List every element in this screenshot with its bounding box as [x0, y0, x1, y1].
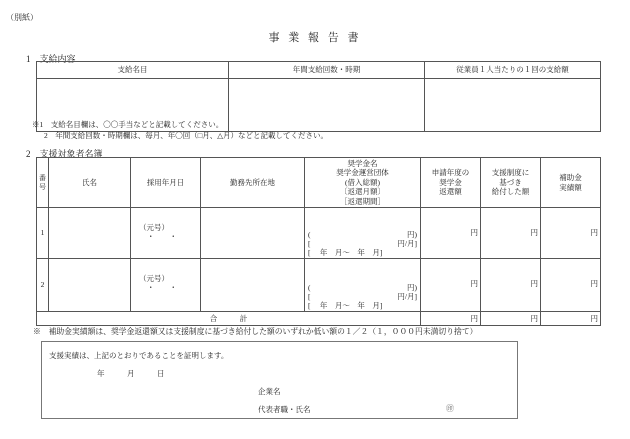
hire-date-input[interactable] — [131, 208, 201, 259]
col-no: 番号 — [37, 158, 49, 208]
text: [ — [308, 292, 311, 301]
name-input[interactable] — [49, 208, 131, 259]
text: 円/月] — [397, 292, 417, 301]
hire-date-input[interactable] — [131, 259, 201, 312]
text: 申請年度の — [431, 168, 470, 178]
seal-icon: ㊞ — [446, 404, 454, 413]
text: 奨学金名 — [347, 159, 378, 169]
workplace-input[interactable] — [201, 259, 305, 312]
col-hire-date: 採用年月日 — [131, 158, 201, 208]
subsidy-input[interactable]: 円 — [541, 208, 601, 259]
total-repay[interactable]: 円 — [421, 312, 481, 326]
total-paid[interactable]: 円 — [481, 312, 541, 326]
section2-heading: 2 支援対象者名簿 — [26, 149, 103, 159]
total-label: 合 計 — [37, 312, 421, 326]
col-paid — [481, 158, 541, 208]
page-title: 事 業 報 告 書 — [268, 32, 362, 44]
date-dots: ・ ・ — [147, 283, 177, 293]
text: 支援制度に — [491, 168, 530, 178]
table-row — [37, 259, 601, 312]
col-repay — [421, 158, 481, 208]
text: 〔返還月額〕 — [340, 187, 385, 197]
attachment-label: （別紙） — [6, 13, 38, 22]
col-subsidy — [541, 158, 601, 208]
repay-input[interactable]: 円 — [421, 208, 481, 259]
col-scholarship — [305, 158, 421, 208]
text: 実績額 — [559, 182, 582, 192]
note-2: 2 年間支給回数・時期欄は、毎月、年〇回（□月、△月）などと記載してください。 — [44, 131, 329, 140]
text: 返還額 — [439, 187, 462, 197]
text: [ 年 月～ 年 月] — [308, 248, 383, 257]
repay-input[interactable]: 円 — [421, 259, 481, 312]
era-label: （元号） — [139, 274, 169, 283]
col-amount: 従業員１人当たりの１回の支給額 — [425, 62, 601, 79]
footnote: ※ 補助金実績額は、奨学金返還額又は支援制度に基づき給付した額のいずれか低い額の１／２（１，０００円未満切り捨て） — [33, 327, 478, 336]
text: 円) — [407, 230, 417, 239]
frequency-input[interactable] — [229, 79, 425, 132]
table-row — [37, 208, 601, 259]
paid-input[interactable]: 円 — [481, 208, 541, 259]
total-subsidy[interactable]: 円 — [541, 312, 601, 326]
note-1: ※1 支給名目欄は、〇〇手当などと記載してください。 — [32, 120, 224, 129]
scholarship-input[interactable] — [305, 259, 421, 312]
date-dots: ・ ・ — [147, 232, 177, 242]
certification-box — [41, 341, 518, 419]
text: ［返還期間］ — [340, 196, 385, 206]
name-input[interactable] — [49, 259, 131, 312]
text: 円) — [407, 283, 417, 292]
text: 給付した額 — [491, 187, 530, 197]
scholarship-input[interactable] — [305, 208, 421, 259]
col-workplace: 勤務先所在地 — [201, 158, 305, 208]
representative-label: 代表者職・氏名 — [258, 405, 311, 414]
col-payment-name: 支給名目 — [37, 62, 229, 79]
text: (借入総額) — [345, 177, 380, 187]
text: 補助金 — [559, 173, 582, 183]
col-name: 氏名 — [49, 158, 131, 208]
total-row — [37, 312, 601, 326]
subsidy-input[interactable]: 円 — [541, 259, 601, 312]
text: ( — [308, 230, 311, 239]
era-label: （元号） — [139, 223, 169, 232]
text: 奨学金 — [439, 177, 462, 187]
text: ( — [308, 283, 311, 292]
text: 基づき — [499, 177, 522, 187]
paid-input[interactable]: 円 — [481, 259, 541, 312]
recipients-table — [36, 157, 601, 326]
company-label: 企業名 — [258, 387, 281, 396]
text: [ 年 月～ 年 月] — [308, 301, 383, 310]
text: 奨学金運営団体 — [336, 168, 389, 178]
row-number: 1 — [37, 208, 49, 259]
workplace-input[interactable] — [201, 208, 305, 259]
text: [ — [308, 239, 311, 248]
certification-statement: 支援実績は、上記のとおりであることを証明します。 — [49, 351, 229, 360]
row-number: 2 — [37, 259, 49, 312]
amount-input[interactable] — [425, 79, 601, 132]
col-frequency: 年間支給回数・時期 — [229, 62, 425, 79]
section1-heading: 1 支給内容 — [26, 54, 76, 64]
text: 円/月] — [397, 239, 417, 248]
certification-date[interactable]: 年 月 日 — [97, 369, 165, 378]
